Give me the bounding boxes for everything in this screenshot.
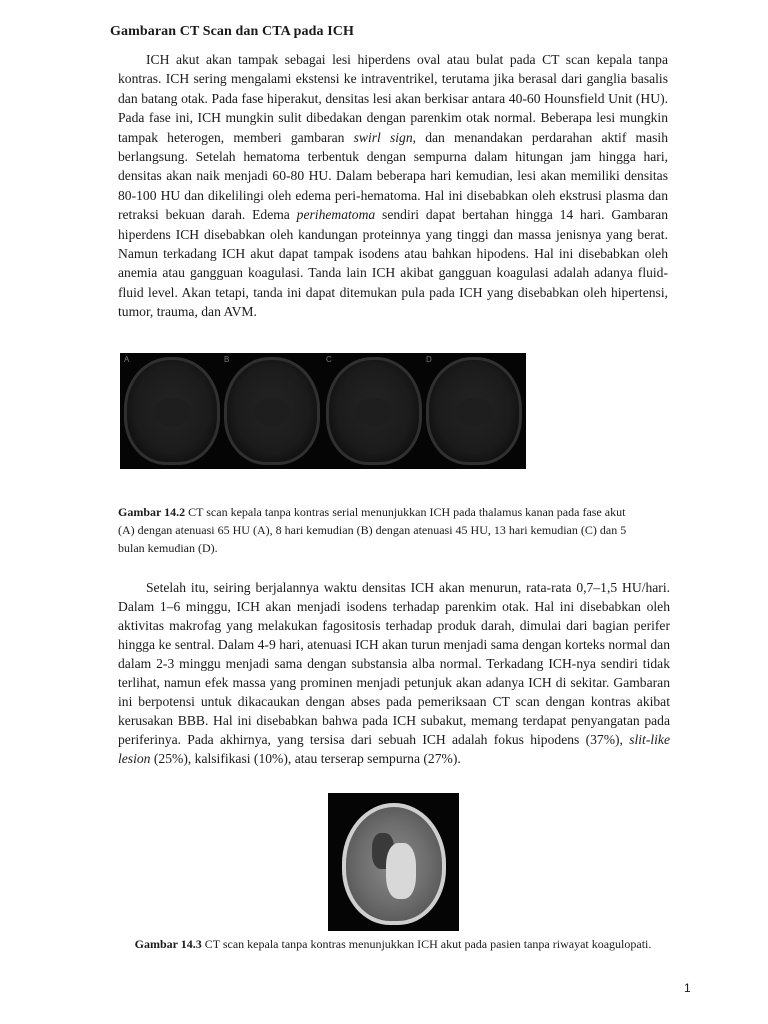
ct-ich-figure: [328, 793, 459, 931]
panel-label-a: A: [124, 355, 130, 364]
panel-label-c: C: [326, 355, 332, 364]
paragraph-1-text-a: ICH akut akan tampak sebagai lesi hiperdens oval atau bulat pada CT scan kepala tanpa kontras. ICH sering mengalami ekstensi ke intraventrikel, terutama jika berasal dari ganglia basalis dan batang otak. Pada fase hiperakut, densitas lesi akan berkisar antara 40-60 Hounsfield Unit (HU). Pada fase ini, ICH mungkin sulit dibedakan dengan parenkim otak normal. Beberapa lesi mungkin tampak heterogen, memberi gambaran: [118, 52, 668, 145]
ct-head-image: [342, 803, 446, 925]
figure-2-caption: [118, 935, 668, 953]
paragraph-2: [118, 578, 670, 768]
paragraph-1: [118, 50, 668, 322]
paragraph-1-text-b: , dan menandakan perdarahan aktif masih berlangsung. Setelah hematoma terbentuk dengan sempurna dalam hitungan jam hingga hari, densitas akan naik menjadi 60-80 HU. Dalam beberapa hari kemudian, lesi akan memiliki densitas 80-100 HU dan dikelilingi oleh edema peri-hematoma. Hal ini disebabkan oleh ekstrusi plasma dan retraksi bekuan darah. Edema: [118, 129, 668, 223]
figure-2-caption-label: Gambar 14.3: [134, 937, 202, 951]
figure-1-caption: [118, 503, 638, 557]
paragraph-2-text-a: Setelah itu, seiring berjalannya waktu densitas ICH akan menurun, rata-rata 0,7–1,5 HU/hari. Dalam 1–6 minggu, ICH akan menjadi isodens terhadap parenkim otak. Hal ini disebabkan oleh aktivitas makrofag yang melakukan fagositosis terhadap produk darah, dimulai dari bagian perifer hingga ke sentral. Dalam 4-9 hari, atenuasi ICH akan turun menjadi sama dengan korteks normal dan dalam 2-3 minggu menjadi sama dengan substansia alba normal. Terkadang ICH-nya sendiri tidak terlihat, namun efek massa yang prominen menjadi petunjuk akan adanya ICH di sekitar. Gambaran ini berpotensi untuk dikacaukan dengan abses pada pemeriksaan CT scan dengan kontras akibat kerusakan BBB. Hal ini disebabkan bahwa pada ICH subakut, memang terdapat penyangatan pada periferinya. Pada akhirnya, yang tersisa dari sebuah ICH adalah fokus hipodens (37%),: [118, 580, 670, 747]
section-heading: Gambaran CT Scan dan CTA pada ICH: [110, 24, 354, 39]
ct-scan-panel-a: [124, 357, 220, 465]
hyperdense-lesion: [386, 843, 416, 899]
figure-1-caption-label: Gambar 14.2: [118, 505, 186, 519]
paragraph-2-text-b: (25%), kalsifikasi (10%), atau terserap sempurna (27%).: [150, 751, 461, 766]
term-slit-like-lesion: slit-like lesion: [118, 732, 670, 766]
figure-1-caption-text: CT scan kepala tanpa kontras serial menunjukkan ICH pada thalamus kanan pada fase akut (A) dengan atenuasi 65 HU (A), 8 hari kemudian (B) dengan atenuasi 45 HU, 13 hari kemudian (C) dan 5 bulan kemudian (D).: [118, 505, 627, 555]
page-number: 1: [684, 981, 691, 995]
ct-series-figure: [120, 353, 526, 469]
ct-scan-panel-d: [426, 357, 522, 465]
term-perihematoma: perihematoma: [296, 207, 376, 223]
term-swirl-sign: swirl sign: [353, 129, 413, 145]
ct-scan-panel-c: [326, 357, 422, 465]
panel-label-b: B: [224, 355, 230, 364]
figure-2-caption-text: CT scan kepala tanpa kontras menunjukkan ICH akut pada pasien tanpa riwayat koagulopati.: [201, 937, 652, 951]
ct-scan-panel-b: [224, 357, 320, 465]
panel-label-d: D: [426, 355, 432, 364]
paragraph-1-text-c: sendiri dapat bertahan hingga 14 hari. Gambaran hiperdens ICH disebabkan oleh kandungan proteinnya yang tinggi dan massa jenisnya yang berat. Namun terkadang ICH akut dapat tampak isodens atau bahkan hipodens. Hal ini disebabkan oleh anemia atau gangguan koagulasi. Tanda lain ICH akibat gangguan koagulasi adalah adanya fluid-fluid level. Akan tetapi, tanda ini dapat ditemukan pula pada ICH yang disebabkan oleh hipertensi, tumor, trauma, dan AVM.: [118, 207, 668, 320]
